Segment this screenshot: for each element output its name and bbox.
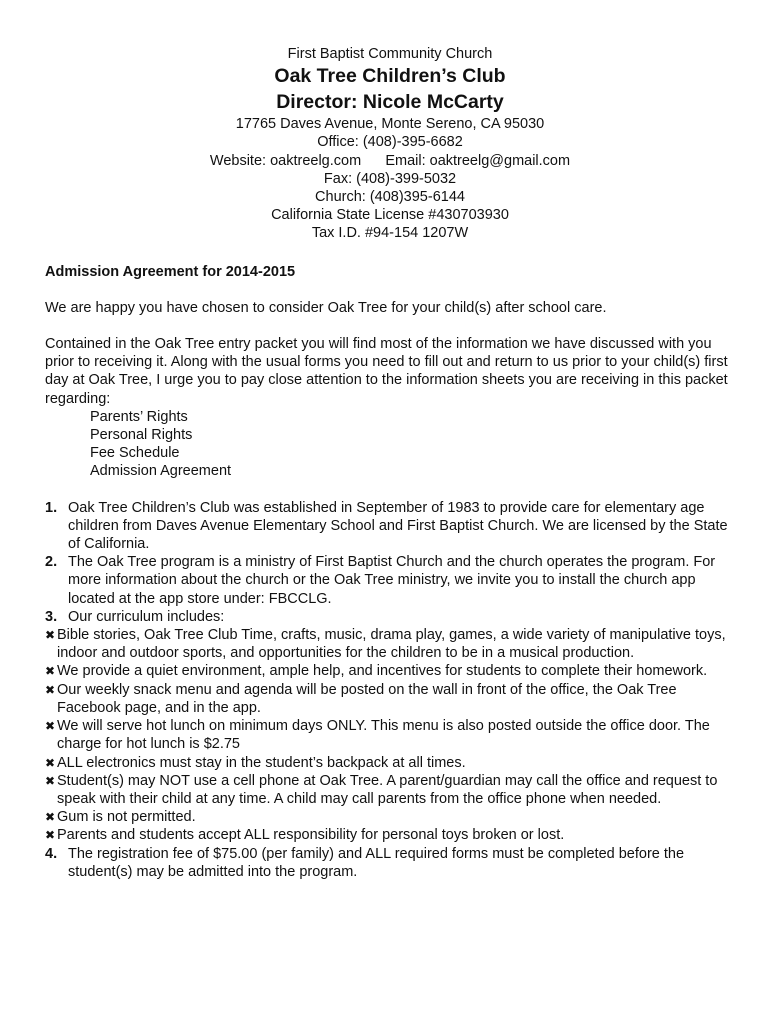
x-mark-icon: ✖ (45, 828, 56, 843)
item-number: 4. (45, 845, 58, 862)
list-item (45, 717, 735, 753)
bullet-text: Gum is not permitted. (57, 809, 196, 826)
numbered-item (45, 499, 735, 554)
item-number: 3. (45, 608, 58, 625)
packet-item: Admission Agreement (90, 463, 232, 480)
church-name: First Baptist Community Church (287, 46, 493, 62)
fax-number: Fax: (408)-399-5032 (323, 170, 457, 187)
x-mark-icon: ✖ (45, 719, 56, 734)
director-name: Director: Nicole McCarty (276, 91, 504, 114)
list-item (45, 808, 735, 826)
x-mark-icon: ✖ (45, 810, 56, 825)
numbered-item (45, 553, 735, 608)
website-email: Website: oaktreelg.com Email: oaktreelg@gmail.com (209, 152, 571, 169)
bullet-text: Parents and students accept ALL responsibility for personal toys broken or lost. (57, 827, 565, 844)
numbered-item (45, 608, 735, 626)
item-text: The Oak Tree program is a ministry of First Baptist Church and the church operates the program. For more information about the church or the Oak Tree ministry, we invite you to install the church app located at the app store under: FBCCLG. (68, 554, 716, 607)
office-phone: Office: (408)-395-6682 (317, 134, 463, 151)
x-mark-icon: ✖ (45, 664, 56, 679)
document-page (45, 45, 735, 881)
list-item (45, 772, 735, 808)
list-item (45, 626, 735, 662)
bullet-text: Student(s) may NOT use a cell phone at Oak Tree. A parent/guardian may call the office and request to speak with their child at any time. A child may call parents from the office phone when needed. (57, 772, 718, 807)
item-text: The registration fee of $75.00 (per family) and ALL required forms must be completed before the student(s) may be admitted into the program. (68, 845, 685, 880)
tax-id: Tax I.D. #94-154 1207W (311, 225, 469, 242)
x-mark-icon: ✖ (45, 682, 56, 697)
packet-items-list (45, 408, 735, 481)
item-text: Our curriculum includes: (68, 608, 225, 625)
x-mark-icon: ✖ (45, 755, 56, 770)
section-title: Admission Agreement for 2014-2015 (45, 263, 296, 280)
bullet-text: Bible stories, Oak Tree Club Time, crafts, music, drama play, games, a wide variety of manipulative toys, indoor and outdoor sports, and opportunities for the children to be in a musical production. (57, 627, 726, 662)
list-item (45, 754, 735, 772)
x-mark-icon: ✖ (45, 628, 56, 643)
bullet-text: Our weekly snack menu and agenda will be posted on the wall in front of the office, the Oak Tree Facebook page, and in the app. (57, 681, 677, 716)
bullet-text: We will serve hot lunch on minimum days ONLY. This menu is also posted outside the office door. The charge for hot lunch is $2.75 (57, 718, 710, 753)
list-item (45, 662, 735, 680)
packet-item: Fee Schedule (90, 445, 180, 462)
list-item (45, 826, 735, 844)
address: 17765 Daves Avenue, Monte Sereno, CA 95030 (235, 116, 545, 133)
church-phone: Church: (408)395-6144 (315, 189, 465, 206)
numbered-list (45, 499, 735, 881)
letterhead (45, 45, 735, 243)
x-mark-icon: ✖ (45, 773, 56, 788)
item-number: 2. (45, 554, 58, 571)
item-number: 1. (45, 499, 58, 516)
bullet-text: We provide a quiet environment, ample help, and incentives for students to complete their homework. (57, 663, 708, 680)
club-name: Oak Tree Children’s Club (274, 65, 506, 88)
packet-item: Personal Rights (90, 427, 193, 444)
bullet-text: ALL electronics must stay in the student’s backpack at all times. (57, 754, 466, 771)
packet-item: Parents’ Rights (90, 408, 188, 425)
intro-paragraph: We are happy you have chosen to consider Oak Tree for your child(s) after school care. (45, 299, 607, 316)
numbered-item (45, 845, 735, 881)
item-text: Oak Tree Children’s Club was established in September of 1983 to provide care for elementary age children from Daves Avenue Elementary School and First Baptist Church. We are licensed by the State of California. (68, 499, 728, 553)
packet-paragraph: Contained in the Oak Tree entry packet you will find most of the information we have discussed with you prior to receiving it. Along with the usual forms you need to fill out and return to us prior to your child(s) first day at Oak Tree, I urge you to pay close attention to the information sheets you are receiving in this packet regarding: (45, 336, 728, 407)
list-item (45, 681, 735, 717)
curriculum-bullets (45, 626, 735, 844)
license-number: California State License #430703930 (271, 207, 509, 224)
